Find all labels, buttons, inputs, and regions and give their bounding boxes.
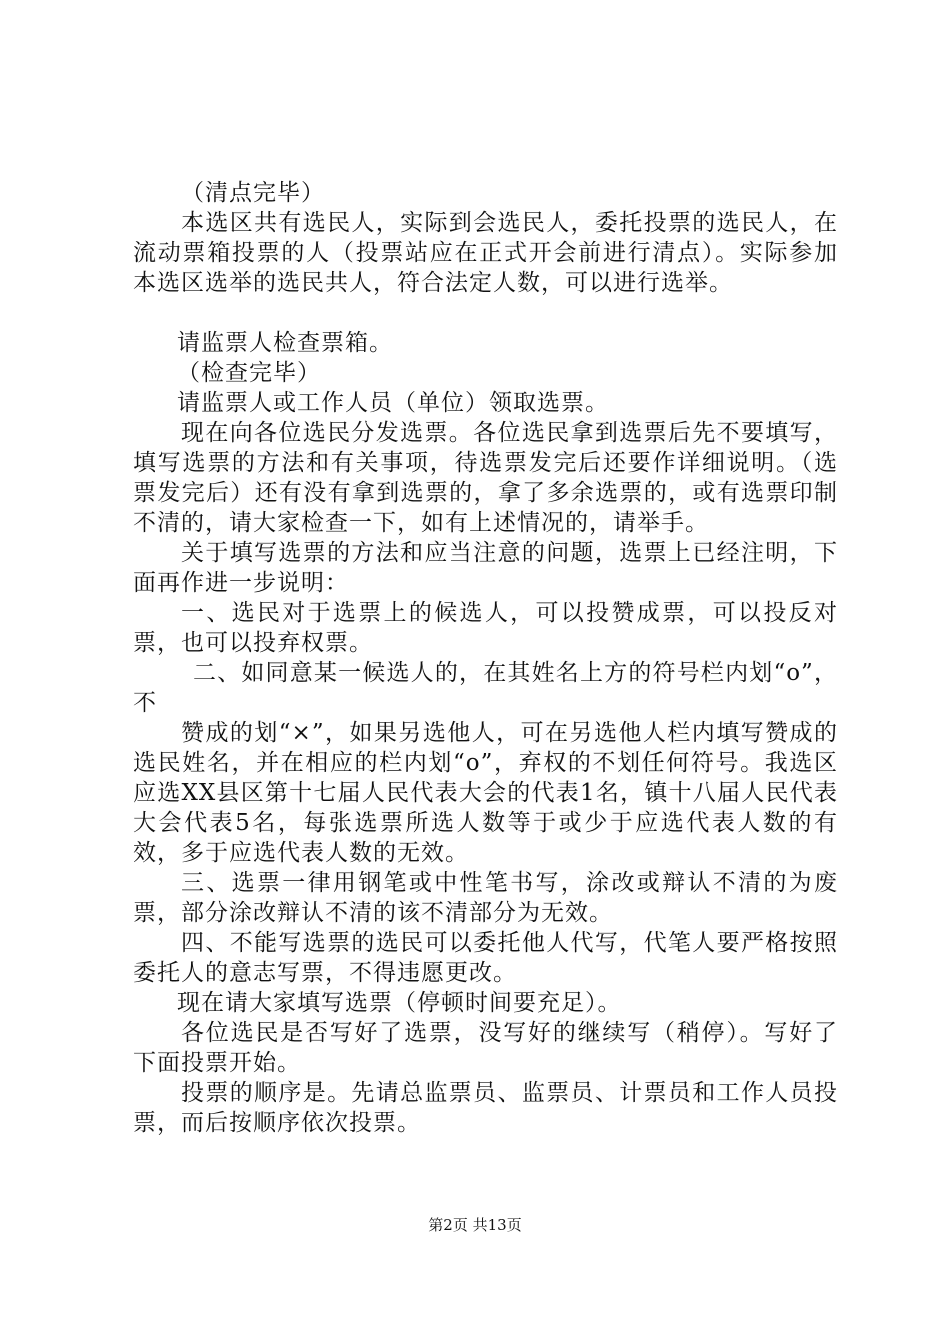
- paragraph-voting-order: 投票的顺序是。先请总监票员、监票员、计票员和工作人员投票，而后按顺序依次投票。: [133, 1080, 838, 1136]
- paragraph-distribute-ballots: 现在向各位选民分发选票。各位选民拿到选票后先不要填写，填写选票的方法和有关事项，待选票发完后还要作详细说明。（选票发完后）还有没有拿到选票的，拿了多余选票的，或有选票印制不清的，请大家检查一下，如有上述情况的，请举手。: [133, 420, 838, 536]
- paragraph-collect-ballots: 请监票人或工作人员（单位）领取选票。: [177, 390, 609, 416]
- page-number-footer: 第2页 共13页: [428, 1216, 522, 1234]
- paragraph-rule-one: 一、选民对于选票上的候选人，可以投赞成票，可以投反对票，也可以投弃权票。: [133, 600, 838, 656]
- document-body: [133, 178, 838, 1138]
- paragraph-rule-four: 四、不能写选票的选民可以委托他人代写，代笔人要严格按照委托人的意志写票，不得违愿更改。: [133, 930, 838, 986]
- paragraph-rule-three: 三、选票一律用钢笔或中性笔书写，涂改或辩认不清的为废票，部分涂改辩认不清的该不清部分为无效。: [133, 870, 838, 926]
- paragraph-filling-instructions: 关于填写选票的方法和应当注意的问题，选票上已经注明，下面再作进一步说明：: [133, 540, 838, 596]
- paragraph-check-ballot-box: 请监票人检查票箱。: [177, 330, 393, 356]
- paragraph-count-complete: （清点完毕）: [181, 180, 325, 206]
- paragraph-voting-begins: 各位选民是否写好了选票，没写好的继续写（稍停）。写好了下面投票开始。: [133, 1020, 838, 1076]
- paragraph-fill-ballots: 现在请大家填写选票（停顿时间要充足）。: [177, 990, 622, 1016]
- paragraph-voter-count: 本选区共有选民人，实际到会选民人，委托投票的选民人，在流动票箱投票的人（投票站应在正式开会前进行清点）。实际参加本选区选举的选民共人，符合法定人数，可以进行选举。: [133, 210, 838, 296]
- paragraph-rule-two-continued: 赞成的划“×”，如果另选他人，可在另选他人栏内填写赞成的选民姓名，并在相应的栏内划“o”，弃权的不划任何符号。我选区应选XX县区第十七届人民代表大会的代表1名，镇十八届人民代表大会代表5名，每张选票所选人数等于或少于应选代表人数的有效，多于应选代表人数的无效。: [133, 720, 838, 866]
- paragraph-check-complete: （检查完毕）: [177, 360, 321, 386]
- paragraph-rule-two: 二、如同意某一候选人的，在其姓名上方的符号栏内划“o”，不: [133, 660, 838, 716]
